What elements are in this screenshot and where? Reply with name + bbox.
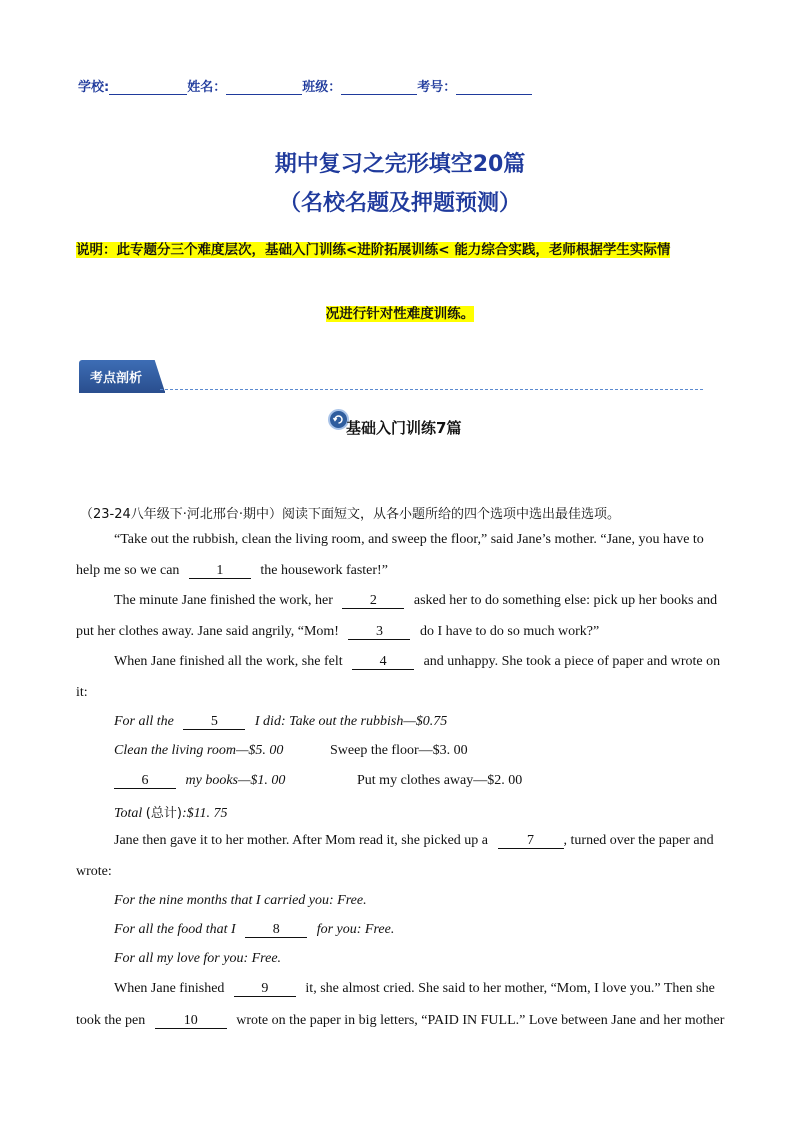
blank-10: 10 (155, 1013, 227, 1029)
list-item: For all my love for you: Free. (114, 951, 282, 966)
total-line: Total (总计):$11. 75 (114, 806, 228, 821)
section-heading: 基础入门训练7篇 (346, 419, 462, 437)
passage-line: The minute Jane finished the work, her 2 asked her to do something else: pick up her books and (114, 593, 718, 608)
blank-2: 2 (342, 593, 404, 609)
list-item: For all the food that I 8 for you: Free. (114, 922, 395, 937)
instruction-note-line1: 说明：此专题分三个难度层次，基础入门训练<进阶拓展训练< 能力综合实践，老师根据学生实际情 (76, 242, 671, 258)
school-blank (109, 80, 187, 95)
passage-line: put her clothes away. Jane said angrily, “Mom! 3 do I have to do so much work?” (76, 624, 600, 639)
blank-7: 7 (498, 833, 564, 849)
passage-line: “Take out the rubbish, clean the living room, and sweep the floor,” said Jane’s mother. “Jane, you have to (114, 532, 704, 547)
blank-9: 9 (234, 981, 296, 997)
page-subtitle: （名校名题及押题预测） (278, 191, 521, 216)
blank-8: 8 (245, 922, 307, 938)
page-title: 期中复习之完形填空20篇 (274, 152, 526, 177)
blank-4: 4 (352, 654, 414, 670)
passage-line: took the pen 10 wrote on the paper in big letters, “PAID IN FULL.” Love between Jane and her mother (76, 1013, 725, 1028)
list-item: Clean the living room—$5. 00 (114, 743, 284, 758)
list-item: For all the 5 I did: Take out the rubbish—$0.75 (114, 714, 448, 729)
question-intro: （23-24八年级下·河北邢台·期中）阅读下面短文，从各小题所给的四个选项中选出最佳选项。 (80, 507, 621, 522)
class-label: 班级： (302, 80, 342, 95)
section-tag-label: 考点剖析 (90, 371, 143, 386)
section-divider (160, 389, 703, 390)
exam-no-label: 考号： (417, 80, 457, 95)
blank-1: 1 (189, 563, 251, 579)
instruction-note-line2: 况进行针对性难度训练。 (325, 306, 475, 322)
name-blank (226, 80, 302, 95)
passage-line: When Jane finished 9 it, she almost cried. She said to her mother, “Mom, I love you.” Then she (114, 981, 715, 996)
student-info-line (78, 76, 532, 95)
exam-no-blank (456, 80, 532, 95)
blank-6: 6 (114, 773, 176, 789)
passage-line: When Jane finished all the work, she felt 4 and unhappy. She took a piece of paper and wrote on (114, 654, 721, 669)
class-blank (341, 80, 417, 95)
section-tag-underline (79, 391, 165, 393)
list-item: Sweep the floor—$3. 00 (330, 743, 468, 758)
list-item: Put my clothes away—$2. 00 (357, 773, 523, 788)
refresh-icon (330, 411, 347, 428)
passage-line: help me so we can 1 the housework faster!” (76, 563, 388, 578)
passage-line: it: (76, 685, 88, 700)
passage-line: Jane then gave it to her mother. After Mom read it, she picked up a 7 , turned over the paper and (114, 833, 714, 848)
blank-3: 3 (348, 624, 410, 640)
passage-line: wrote: (76, 864, 112, 879)
name-label: 姓名： (187, 80, 227, 95)
blank-5: 5 (183, 714, 245, 730)
list-item: For the nine months that I carried you: Free. (114, 893, 367, 908)
list-item: 6 my books—$1. 00 (114, 773, 285, 789)
school-label: 学校: (78, 80, 110, 95)
